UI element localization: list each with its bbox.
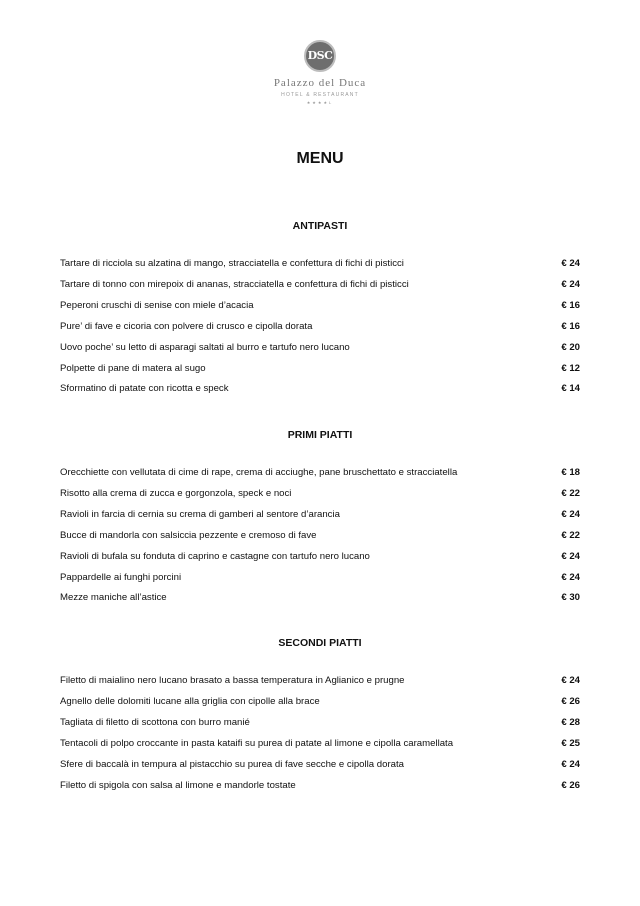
section-title: SECONDI PIATTI [278, 637, 362, 649]
menu-item-price: € 24 [561, 278, 580, 290]
menu-item-name: Orecchiette con vellutata di cime di rape, crema di acciughe, pane bruschettato e stracciatella [60, 467, 458, 478]
menu-item-name: Bucce di mandorla con salsiccia pezzente e cremoso di fave [60, 529, 317, 541]
menu-item [60, 716, 580, 730]
menu-item-name: Pure’ di fave e cicoria con polvere di crusco e cipolla dorata [60, 320, 313, 332]
hotel-name: Palazzo del Duca [273, 77, 367, 89]
menu-item [60, 571, 580, 585]
menu-item [60, 299, 580, 313]
menu-item-price: € 22 [561, 487, 580, 499]
menu-item [60, 508, 580, 522]
menu-item-price: € 18 [561, 467, 580, 478]
menu-item-name: Agnello delle dolomiti lucane alla griglia con cipolle alla brace [60, 695, 320, 707]
logo-emblem: DSC [304, 40, 336, 72]
menu-item-name: Ravioli in farcia di cernia su crema di gamberi al sentore d’arancia [60, 508, 340, 520]
menu-title: MENU [296, 150, 344, 167]
menu-item-price: € 24 [561, 571, 580, 583]
menu-item-name: Uovo poche’ su letto di asparagi saltati al burro e tartufo nero lucano [60, 341, 350, 353]
menu-item [60, 382, 580, 396]
menu-item-name: Filetto di maialino nero lucano brasato a bassa temperatura in Aglianico e prugne [60, 675, 405, 686]
menu-item [60, 591, 580, 605]
menu-item-price: € 30 [561, 592, 580, 604]
menu-item-price: € 26 [561, 695, 580, 707]
section-title: ANTIPASTI [292, 220, 348, 232]
menu-item [60, 466, 580, 480]
menu-item-name: Sfere di baccalà in tempura al pistacchio su purea di fave secche e cipolla dorata [60, 758, 404, 770]
hotel-logo [0, 40, 640, 105]
menu-item-price: € 20 [561, 341, 580, 353]
menu-item [60, 362, 580, 376]
menu-item-price: € 16 [561, 320, 580, 332]
hotel-stars: ★★★★L [306, 100, 334, 105]
menu-item-price: € 12 [561, 362, 580, 374]
menu-item [60, 779, 580, 793]
menu-item [60, 550, 580, 564]
menu-item-name: Tentacoli di polpo croccante in pasta kataifi su purea di patate al limone e cipolla caramellata [60, 737, 454, 749]
menu-item-name: Tartare di tonno con mirepoix di ananas, stracciatella e confettura di fichi di pisticci [60, 278, 409, 290]
menu-item-price: € 24 [561, 258, 580, 269]
menu-item-name: Filetto di spigola con salsa al limone e mandorle tostate [60, 779, 296, 791]
menu-item-name: Peperoni cruschi di senise con miele d’acacia [60, 299, 254, 311]
menu-item [60, 737, 580, 751]
menu-item-name: Mezze maniche all’astice [60, 592, 167, 604]
menu-item [60, 695, 580, 709]
menu-item-name: Pappardelle ai funghi porcini [60, 571, 182, 583]
menu-item [60, 320, 580, 334]
menu-item-price: € 22 [561, 529, 580, 541]
menu-item [60, 529, 580, 543]
menu-item [60, 341, 580, 355]
hotel-subtitle: HOTEL & RESTAURANT [281, 92, 359, 98]
menu-item-name: Sformatino di patate con ricotta e speck [60, 383, 229, 395]
menu-item-price: € 26 [561, 779, 580, 791]
menu-item-price: € 24 [561, 758, 580, 770]
menu-item-price: € 24 [561, 675, 580, 686]
menu-item-price: € 25 [561, 737, 580, 749]
menu-item [60, 278, 580, 292]
menu-item-name: Polpette di pane di matera al sugo [60, 362, 206, 374]
menu-item-price: € 24 [561, 550, 580, 562]
section-title: PRIMI PIATTI [287, 429, 353, 441]
menu-item [60, 758, 580, 772]
menu-item-name: Tartare di ricciola su alzatina di mango, stracciatella e confettura di fichi di pisticci [60, 258, 404, 269]
menu-item-name: Tagliata di filetto di scottona con burro manié [60, 716, 250, 728]
menu-item-name: Ravioli di bufala su fonduta di caprino e castagne con tartufo nero lucano [60, 550, 370, 562]
menu-item [60, 257, 580, 271]
menu-item-price: € 28 [561, 716, 580, 728]
menu-item [60, 674, 580, 688]
menu-item-name: Risotto alla crema di zucca e gorgonzola, speck e noci [60, 487, 292, 499]
menu-item [60, 487, 580, 501]
menu-item-price: € 24 [561, 508, 580, 520]
menu-item-price: € 14 [561, 383, 580, 395]
menu-item-price: € 16 [561, 299, 580, 311]
